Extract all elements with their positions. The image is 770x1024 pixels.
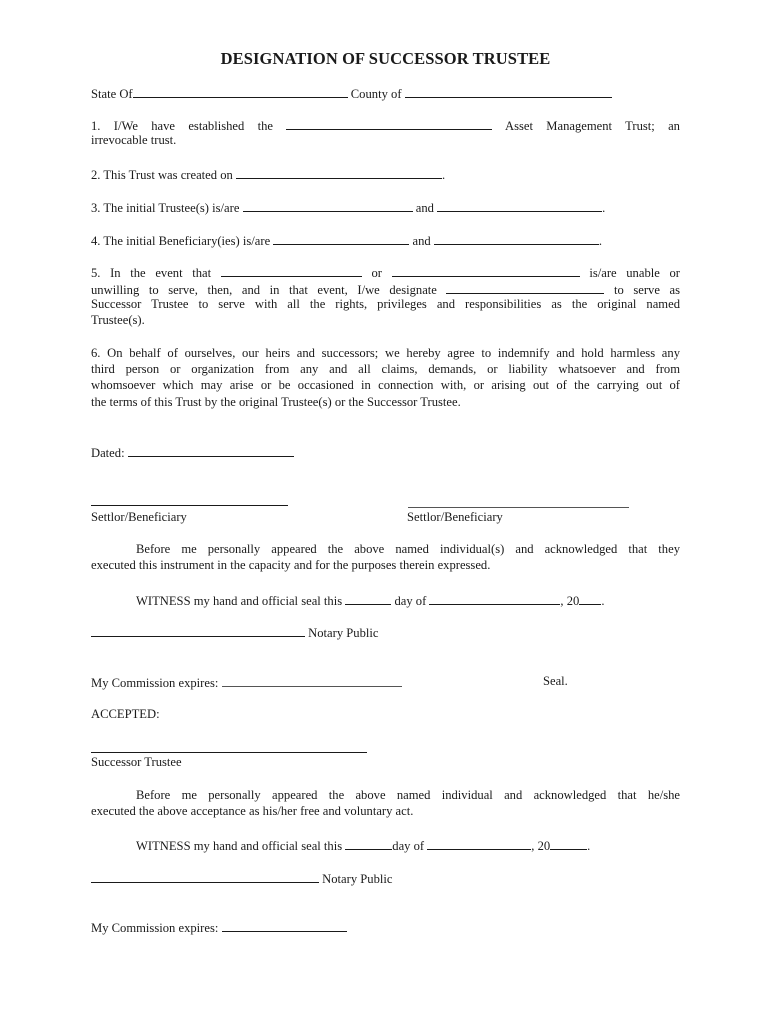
witness-2-row xyxy=(136,837,590,854)
clause-1-line-2: irrevocable trust. xyxy=(91,133,177,147)
clause-5-line-4: Trustee(s). xyxy=(91,313,145,327)
clause-5-line-2 xyxy=(91,281,680,298)
clause-6-line-2 xyxy=(91,362,680,377)
state-field[interactable] xyxy=(133,85,348,98)
clause-4-and: and xyxy=(412,234,431,248)
clause-1-line-1 xyxy=(91,117,680,134)
notary-1-label: Notary Public xyxy=(308,626,379,640)
initial-beneficiary-field-1[interactable] xyxy=(273,232,409,245)
dated-row xyxy=(91,444,294,461)
commission-2-field[interactable] xyxy=(222,919,347,932)
clause-6-line-3 xyxy=(91,378,680,393)
clause-5-serve: to serve as xyxy=(614,283,680,297)
clause-3-end: . xyxy=(602,201,606,215)
document-page xyxy=(91,0,680,1024)
notary-1-row xyxy=(91,624,378,641)
clause-2-lead: 2. This Trust was created on xyxy=(91,168,233,182)
ack-2-line-2: executed the above acceptance as his/her free and voluntary act. xyxy=(91,804,414,818)
clause-5-tail: is/are unable or xyxy=(589,266,680,280)
clause-2 xyxy=(91,166,445,183)
state-county-row xyxy=(91,85,612,102)
successor-trustee-label: Successor Trustee xyxy=(91,755,182,769)
state-label: State Of xyxy=(91,87,133,101)
witness-2-year-prefix: , 20 xyxy=(531,839,551,853)
unable-trustee-field-1[interactable] xyxy=(221,264,362,277)
clause-6-text-3: whomsoever which may arise or be occasioned in connection with, or arising out of the carrying out of xyxy=(91,378,680,392)
commission-2-row xyxy=(91,919,347,936)
created-on-field[interactable] xyxy=(236,166,442,179)
settlor-label-left: Settlor/Beneficiary xyxy=(91,510,187,524)
witness-2-text: WITNESS my hand and official seal this xyxy=(136,839,343,853)
initial-trustee-field-1[interactable] xyxy=(243,199,413,212)
successor-trustee-signature-line[interactable] xyxy=(91,752,367,753)
clause-5-designate: unwilling to serve, then, and in that event, I/we designate xyxy=(91,283,437,297)
unable-trustee-field-2[interactable] xyxy=(392,264,580,277)
clause-4-lead: 4. The initial Beneficiary(ies) is/are xyxy=(91,234,271,248)
clause-1-tail: Asset Management Trust; an xyxy=(504,119,680,133)
clause-5-line-3 xyxy=(91,297,680,312)
ack-2-text-1: Before me personally appeared the above named individual and acknowledged that he/she xyxy=(136,788,680,802)
witness-1-year-prefix: , 20 xyxy=(560,594,580,608)
county-field[interactable] xyxy=(405,85,612,98)
witness-1-day-field[interactable] xyxy=(345,592,391,605)
witness-1-row xyxy=(136,592,604,609)
county-label: County of xyxy=(350,87,402,101)
witness-1-year-field[interactable] xyxy=(579,592,601,605)
clause-6-text-1: 6. On behalf of ourselves, our heirs and successors; we hereby agree to indemnify and hold harmless any xyxy=(91,346,680,360)
clause-5-or: or xyxy=(371,266,382,280)
clause-5-text-3: Successor Trustee to serve with all the rights, privileges and responsibilities as the original named xyxy=(91,297,680,311)
witness-1-end: . xyxy=(601,594,605,608)
ack-1-line-1 xyxy=(91,542,680,557)
witness-2-end: . xyxy=(587,839,591,853)
clause-4-end: . xyxy=(598,234,602,248)
notary-2-signature-field[interactable] xyxy=(91,870,319,883)
clause-6-text-2: third person or organization from any and all claims, demands, or liability whatsoever and from xyxy=(91,362,680,376)
settlor-signature-line-right[interactable] xyxy=(408,507,629,508)
clause-6-line-4: the terms of this Trust by the original Trustee(s) or the Successor Trustee. xyxy=(91,395,461,409)
dated-field[interactable] xyxy=(128,444,294,457)
witness-1-text: WITNESS my hand and official seal this xyxy=(136,594,343,608)
successor-designee-field[interactable] xyxy=(446,281,604,294)
trust-name-field[interactable] xyxy=(286,117,492,130)
dated-label: Dated: xyxy=(91,446,125,460)
witness-2-year-field[interactable] xyxy=(550,837,587,850)
notary-2-row xyxy=(91,870,392,887)
witness-1-dayof: day of xyxy=(394,594,427,608)
settlor-signature-line-left[interactable] xyxy=(91,505,288,506)
ack-1-text-1: Before me personally appeared the above named individual(s) and acknowledged that they xyxy=(136,542,680,556)
ack-1-line-2: executed this instrument in the capacity and for the purposes therein expressed. xyxy=(91,558,491,572)
clause-3 xyxy=(91,199,605,216)
clause-6-line-1 xyxy=(91,346,680,361)
notary-2-label: Notary Public xyxy=(322,872,393,886)
ack-2-line-1 xyxy=(91,788,680,803)
clause-3-lead: 3. The initial Trustee(s) is/are xyxy=(91,201,240,215)
clause-2-end: . xyxy=(441,168,446,182)
witness-2-dayof: day of xyxy=(392,839,425,853)
commission-1-label: My Commission expires: xyxy=(91,676,219,690)
clause-3-and: and xyxy=(415,201,434,215)
clause-1-lead: 1. I/We have established the xyxy=(91,119,274,133)
clause-4 xyxy=(91,232,602,249)
clause-5-line-1 xyxy=(91,264,680,281)
accepted-label: ACCEPTED: xyxy=(91,707,160,721)
witness-2-month-field[interactable] xyxy=(427,837,531,850)
settlor-label-right: Settlor/Beneficiary xyxy=(407,510,503,524)
clause-5-lead: 5. In the event that xyxy=(91,266,212,280)
document-title: DESIGNATION OF SUCCESSOR TRUSTEE xyxy=(220,49,551,68)
notary-1-signature-field[interactable] xyxy=(91,624,305,637)
commission-2-label: My Commission expires: xyxy=(91,921,219,935)
seal-label: Seal. xyxy=(543,674,568,688)
commission-1-row xyxy=(91,674,402,691)
initial-trustee-field-2[interactable] xyxy=(437,199,602,212)
commission-1-field[interactable] xyxy=(222,674,402,687)
witness-2-day-field[interactable] xyxy=(345,837,392,850)
initial-beneficiary-field-2[interactable] xyxy=(434,232,599,245)
witness-1-month-field[interactable] xyxy=(429,592,560,605)
